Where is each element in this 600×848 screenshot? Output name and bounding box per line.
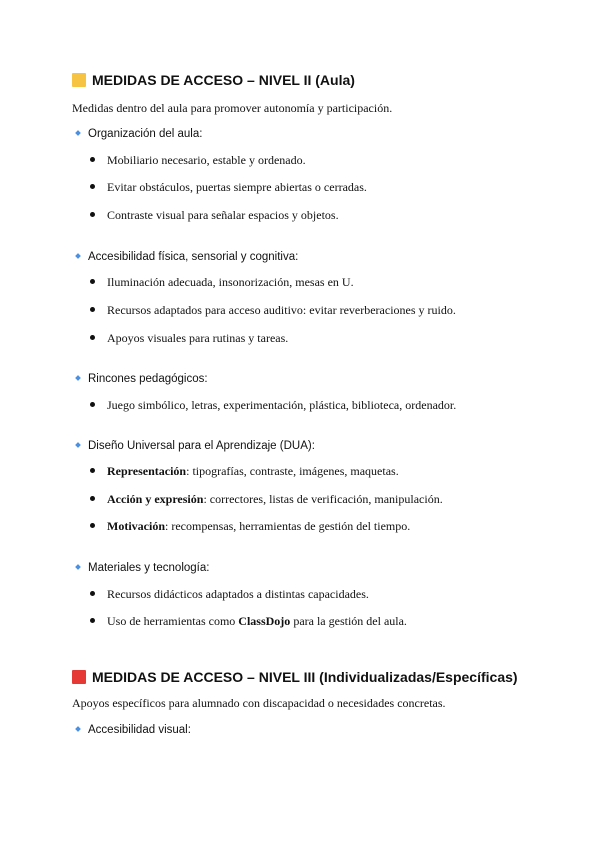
section-title: Diseño Universal para el Aprendizaje (DUA): — [88, 440, 315, 452]
item-text: Recursos adaptados para acceso auditivo: evitar reverberaciones y ruido. — [107, 303, 456, 317]
diamond-bullet-icon — [75, 442, 81, 448]
item-bold: Motivación — [107, 519, 165, 533]
list-item — [90, 275, 354, 289]
item-text: : recompensas, herramientas de gestión del tiempo. — [165, 519, 411, 533]
diamond-bullet-icon — [75, 130, 81, 136]
level2-heading — [72, 71, 355, 89]
section-title: Materiales y tecnología: — [88, 562, 210, 574]
section-title: Organización del aula: — [88, 128, 203, 140]
diamond-bullet-icon — [75, 726, 81, 732]
list-item — [90, 153, 306, 167]
bullet-icon — [90, 335, 95, 340]
list-item — [90, 303, 456, 317]
section-materiales — [76, 561, 209, 575]
bullet-icon — [90, 591, 95, 596]
item-text: Iluminación adecuada, insonorización, mesas en U. — [107, 275, 354, 289]
item-text: Evitar obstáculos, puertas siempre abiertas o cerradas. — [107, 180, 367, 194]
yellow-square-icon — [72, 73, 86, 87]
bullet-icon — [90, 184, 95, 189]
list-item — [90, 614, 407, 628]
list-item — [90, 331, 288, 345]
level3-heading — [72, 668, 518, 686]
item-text: Mobiliario necesario, estable y ordenado. — [107, 153, 306, 167]
item-text: Contraste visual para señalar espacios y objetos. — [107, 208, 339, 222]
item-text: Juego simbólico, letras, experimentación, plástica, biblioteca, ordenador. — [107, 398, 457, 412]
level3-intro: Apoyos específicos para alumnado con discapacidad o necesidades concretas. — [72, 696, 446, 710]
list-item — [90, 208, 339, 222]
item-text: : tipografías, contraste, imágenes, maquetas. — [186, 464, 399, 478]
section-title: Accesibilidad visual: — [88, 724, 191, 736]
list-item — [90, 587, 369, 601]
item-text: Apoyos visuales para rutinas y tareas. — [107, 331, 289, 345]
section-title: Accesibilidad física, sensorial y cognitiva: — [88, 251, 299, 263]
bullet-icon — [90, 307, 95, 312]
section-organizacion — [76, 127, 202, 141]
level2-title: MEDIDAS DE ACCESO – NIVEL II (Aula) — [92, 72, 355, 88]
item-bold: Acción y expresión — [107, 492, 204, 506]
bullet-icon — [90, 157, 95, 162]
section-accesibilidad-visual — [76, 723, 191, 737]
list-item — [90, 464, 399, 478]
bullet-icon — [90, 523, 95, 528]
item-text: para la gestión del aula. — [290, 614, 407, 628]
bullet-icon — [90, 279, 95, 284]
bullet-icon — [90, 212, 95, 217]
bullet-icon — [90, 618, 95, 623]
bullet-icon — [90, 402, 95, 407]
item-text: Recursos didácticos adaptados a distintas capacidades. — [107, 587, 369, 601]
section-accesibilidad — [76, 250, 298, 264]
diamond-bullet-icon — [75, 375, 81, 381]
item-bold: ClassDojo — [238, 614, 291, 628]
red-square-icon — [72, 670, 86, 684]
bullet-icon — [90, 468, 95, 473]
level2-intro: Medidas dentro del aula para promover autonomía y participación. — [72, 101, 393, 115]
bullet-icon — [90, 496, 95, 501]
section-dua — [76, 439, 315, 453]
section-rincones — [76, 372, 208, 386]
list-item — [90, 519, 410, 533]
list-item — [90, 398, 456, 412]
item-text: : correctores, listas de verificación, manipulación. — [203, 492, 443, 506]
list-item — [90, 492, 443, 506]
diamond-bullet-icon — [75, 564, 81, 570]
list-item — [90, 180, 367, 194]
item-bold: Representación — [107, 464, 187, 478]
section-title: Rincones pedagógicos: — [88, 373, 208, 385]
diamond-bullet-icon — [75, 253, 81, 259]
item-text: Uso de herramientas como — [107, 614, 239, 628]
level3-title: MEDIDAS DE ACCESO – NIVEL III (Individualizadas/Específicas) — [92, 669, 518, 685]
